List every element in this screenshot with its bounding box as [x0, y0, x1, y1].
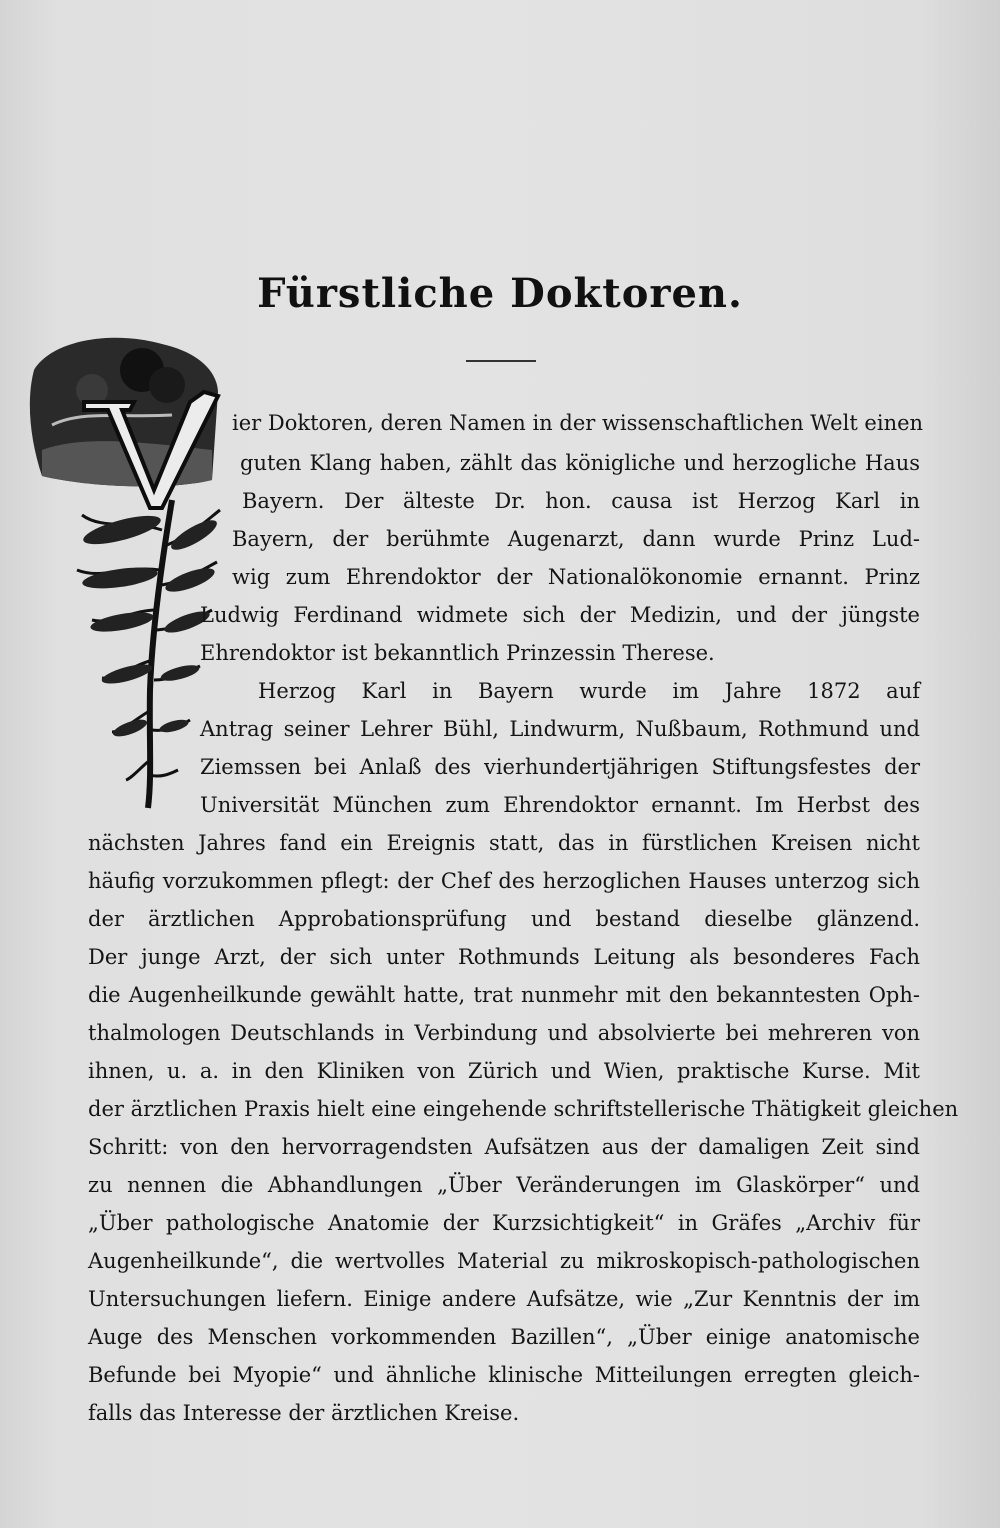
text-line: thalmologen Deutschlands in Verbindung und absolvierte bei mehreren von [88, 1021, 920, 1045]
text-line: guten Klang haben, zählt das königliche und herzogliche Haus [240, 451, 920, 475]
text-line: der ärztlichen Praxis hielt eine eingehende schriftstellerische Thätigkeit gleichen [88, 1097, 959, 1121]
text-line: Befunde bei Myopie“ und ähnliche klinische Mitteilungen erregten gleich- [88, 1363, 920, 1387]
text-line: Ludwig Ferdinand widmete sich der Medizin, und der jüngste [200, 603, 920, 627]
text-line: Bayern. Der älteste Dr. hon. causa ist Herzog Karl in [242, 489, 920, 513]
chapter-title: Fürstliche Doktoren. [257, 270, 743, 317]
text-line: Antrag seiner Lehrer Bühl, Lindwurm, Nußbaum, Rothmund und [200, 717, 920, 741]
text-line: der ärztlichen Approbationsprüfung und bestand dieselbe glänzend. [88, 907, 920, 931]
title-rule [466, 360, 536, 362]
text-line: Universität München zum Ehrendoktor ernannt. Im Herbst des [200, 793, 920, 817]
text-line: „Über pathologische Anatomie der Kurzsichtigkeit“ in Gräfes „Archiv für [88, 1211, 920, 1235]
text-line: häufig vorzukommen pflegt: der Chef des herzoglichen Hauses unterzog sich [88, 869, 920, 893]
text-line: Herzog Karl in Bayern wurde im Jahre 1872 auf [258, 679, 920, 703]
text-line: Untersuchungen liefern. Einige andere Aufsätze, wie „Zur Kenntnis der im [88, 1287, 920, 1311]
text-line: die Augenheilkunde gewählt hatte, trat nunmehr mit den bekanntesten Oph- [88, 983, 920, 1007]
text-line: wig zum Ehrendoktor der Nationalökonomie ernannt. Prinz [232, 565, 920, 589]
text-line: Bayern, der berühmte Augenarzt, dann wurde Prinz Lud- [232, 527, 920, 551]
text-line: ier Doktoren, deren Namen in der wissenschaftlichen Welt einen [232, 411, 924, 435]
text-line: Der junge Arzt, der sich unter Rothmunds Leitung als besonderes Fach [88, 945, 920, 969]
text-line: Augenheilkunde“, die wertvolles Material zu mikroskopisch-pathologischen [88, 1249, 920, 1273]
text-line: Ziemssen bei Anlaß des vierhundertjährigen Stiftungsfestes der [200, 755, 920, 779]
text-line: falls das Interesse der ärztlichen Kreise. [88, 1401, 520, 1425]
text-line: Auge des Menschen vorkommenden Bazillen“, „Über einige anatomische [88, 1325, 920, 1349]
decorated-initial-v-illustration [22, 330, 227, 820]
text-line: Schritt: von den hervorragendsten Aufsätzen aus der damaligen Zeit sind [88, 1135, 920, 1159]
text-line: Ehrendoktor ist bekanntlich Prinzessin Therese. [200, 641, 715, 665]
text-line: zu nennen die Abhandlungen „Über Veränderungen im Glaskörper“ und [88, 1173, 920, 1197]
text-line: nächsten Jahres fand ein Ereignis statt, das in fürstlichen Kreisen nicht [88, 831, 920, 855]
text-line: ihnen, u. a. in den Kliniken von Zürich und Wien, praktische Kurse. Mit [88, 1059, 920, 1083]
